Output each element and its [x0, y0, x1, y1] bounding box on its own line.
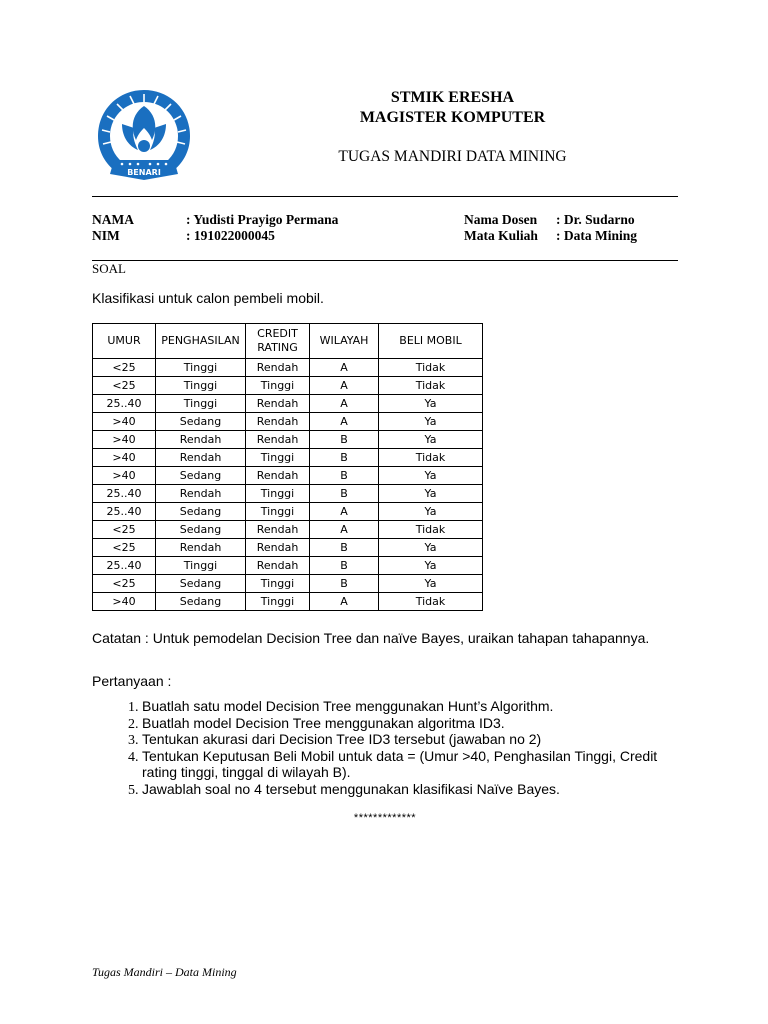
table-cell: Sedang — [156, 575, 246, 593]
table-cell: B — [310, 467, 379, 485]
table-cell: <25 — [93, 575, 156, 593]
table-cell: Tinggi — [156, 359, 246, 377]
table-cell: Tinggi — [246, 575, 310, 593]
header-divider-top — [92, 196, 678, 197]
table-cell: Rendah — [156, 485, 246, 503]
table-row — [93, 503, 483, 521]
soal-label: SOAL — [92, 261, 126, 276]
table-row — [93, 395, 483, 413]
table-cell: A — [310, 503, 379, 521]
table-cell: 25..40 — [93, 503, 156, 521]
table-cell: >40 — [93, 413, 156, 431]
table-cell: Rendah — [246, 467, 310, 485]
program-title: MAGISTER KOMPUTER — [359, 109, 546, 126]
table-cell: Tidak — [379, 359, 483, 377]
question-item: 2. Buatlah model Decision Tree menggunakan algoritma ID3. — [142, 715, 682, 732]
pertanyaan-label: Pertanyaan : — [92, 673, 172, 689]
table-cell: Tinggi — [246, 485, 310, 503]
header-wilayah: WILAYAH — [310, 324, 379, 359]
table-cell: Tinggi — [246, 503, 310, 521]
catatan-text: Catatan : Untuk pemodelan Decision Tree dan naïve Bayes, uraikan tahapan tahapannya. — [92, 630, 650, 646]
intro-text: Klasifikasi untuk calon pembeli mobil. — [92, 290, 324, 306]
header-penghasilan: PENGHASILAN — [156, 324, 246, 359]
table-cell: >40 — [93, 449, 156, 467]
table-cell: Ya — [379, 503, 483, 521]
header-umur: UMUR — [93, 324, 156, 359]
table-cell: Tidak — [379, 521, 483, 539]
question-item: 3. Tentukan akurasi dari Decision Tree ID3 tersebut (jawaban no 2) — [142, 731, 682, 748]
nim-label: NIM — [92, 228, 120, 243]
table-cell: Tidak — [379, 377, 483, 395]
table-cell: >40 — [93, 467, 156, 485]
table-cell: Rendah — [156, 449, 246, 467]
table-cell: B — [310, 539, 379, 557]
table-cell: B — [310, 431, 379, 449]
table-row — [93, 485, 483, 503]
table-cell: A — [310, 377, 379, 395]
course-value: : Data Mining — [556, 228, 637, 243]
table-cell: <25 — [93, 539, 156, 557]
table-cell: >40 — [93, 593, 156, 611]
table-cell: B — [310, 449, 379, 467]
table-cell: Rendah — [156, 539, 246, 557]
table-cell: Rendah — [246, 395, 310, 413]
table-cell: Tidak — [379, 593, 483, 611]
question-item: 1. Buatlah satu model Decision Tree menggunakan Hunt’s Algorithm. — [142, 698, 682, 715]
table-cell: Sedang — [156, 467, 246, 485]
institution-title: STMIK ERESHA — [390, 89, 515, 106]
header-credit-rating: CREDIT RATING — [246, 324, 310, 359]
table-cell: 25..40 — [93, 557, 156, 575]
table-cell: <25 — [93, 359, 156, 377]
question-item: 5. Jawablah soal no 4 tersebut menggunakan klasifikasi Naïve Bayes. — [142, 781, 682, 798]
table-cell: A — [310, 395, 379, 413]
table-cell: B — [310, 557, 379, 575]
header-beli-mobil: BELI MOBIL — [379, 324, 483, 359]
table-cell: Tinggi — [156, 377, 246, 395]
table-cell: Ya — [379, 431, 483, 449]
dataset-table — [92, 323, 483, 611]
header-divider-bottom — [92, 260, 678, 261]
logo-banner-text: BENARI — [127, 168, 161, 177]
table-cell: Sedang — [156, 413, 246, 431]
table-row — [93, 467, 483, 485]
table-cell: <25 — [93, 521, 156, 539]
separator-stars: ************* — [353, 812, 417, 824]
table-cell: Rendah — [246, 359, 310, 377]
name-value: : Yudisti Prayigo Permana — [186, 212, 339, 227]
table-cell: Tinggi — [156, 557, 246, 575]
table-cell: Tinggi — [156, 395, 246, 413]
table-row — [93, 431, 483, 449]
table-cell: Ya — [379, 485, 483, 503]
table-cell: Ya — [379, 575, 483, 593]
table-row — [93, 575, 483, 593]
questions-list — [92, 698, 682, 797]
table-cell: Tinggi — [246, 593, 310, 611]
table-cell: Tinggi — [246, 449, 310, 467]
table-cell: Ya — [379, 539, 483, 557]
university-logo — [92, 84, 196, 188]
table-cell: B — [310, 575, 379, 593]
table-cell: >40 — [93, 431, 156, 449]
page-footer: Tugas Mandiri – Data Mining — [92, 965, 237, 979]
course-label: Mata Kuliah — [464, 228, 538, 243]
table-cell: A — [310, 359, 379, 377]
table-row — [93, 557, 483, 575]
table-cell: A — [310, 413, 379, 431]
table-header-row — [93, 324, 483, 359]
nim-value: : 191022000045 — [186, 228, 275, 243]
table-cell: Sedang — [156, 593, 246, 611]
table-cell: <25 — [93, 377, 156, 395]
dosen-label: Nama Dosen — [464, 212, 538, 227]
table-row — [93, 413, 483, 431]
table-cell: Rendah — [246, 539, 310, 557]
table-cell: Tidak — [379, 449, 483, 467]
table-cell: Rendah — [156, 431, 246, 449]
table-cell: Tinggi — [246, 377, 310, 395]
table-row — [93, 359, 483, 377]
table-cell: 25..40 — [93, 485, 156, 503]
table-cell: A — [310, 521, 379, 539]
table-row — [93, 539, 483, 557]
table-cell: 25..40 — [93, 395, 156, 413]
table-row — [93, 377, 483, 395]
table-row — [93, 449, 483, 467]
question-item: 4. Tentukan Keputusan Beli Mobil untuk data = (Umur >40, Penghasilan Tinggi, Credit rating tinggi, tinggal di wilayah B). — [142, 748, 682, 781]
table-cell: Ya — [379, 413, 483, 431]
dosen-value: : Dr. Sudarno — [556, 212, 635, 227]
name-label: NAMA — [92, 212, 134, 227]
table-cell: Rendah — [246, 521, 310, 539]
table-cell: Rendah — [246, 557, 310, 575]
table-cell: A — [310, 593, 379, 611]
table-cell: Ya — [379, 395, 483, 413]
table-cell: Ya — [379, 467, 483, 485]
table-cell: Rendah — [246, 413, 310, 431]
table-row — [93, 593, 483, 611]
table-cell: Sedang — [156, 503, 246, 521]
assignment-title: TUGAS MANDIRI DATA MINING — [338, 148, 567, 165]
table-cell: Ya — [379, 557, 483, 575]
table-cell: B — [310, 485, 379, 503]
table-cell: Rendah — [246, 431, 310, 449]
table-cell: Sedang — [156, 521, 246, 539]
table-row — [93, 521, 483, 539]
